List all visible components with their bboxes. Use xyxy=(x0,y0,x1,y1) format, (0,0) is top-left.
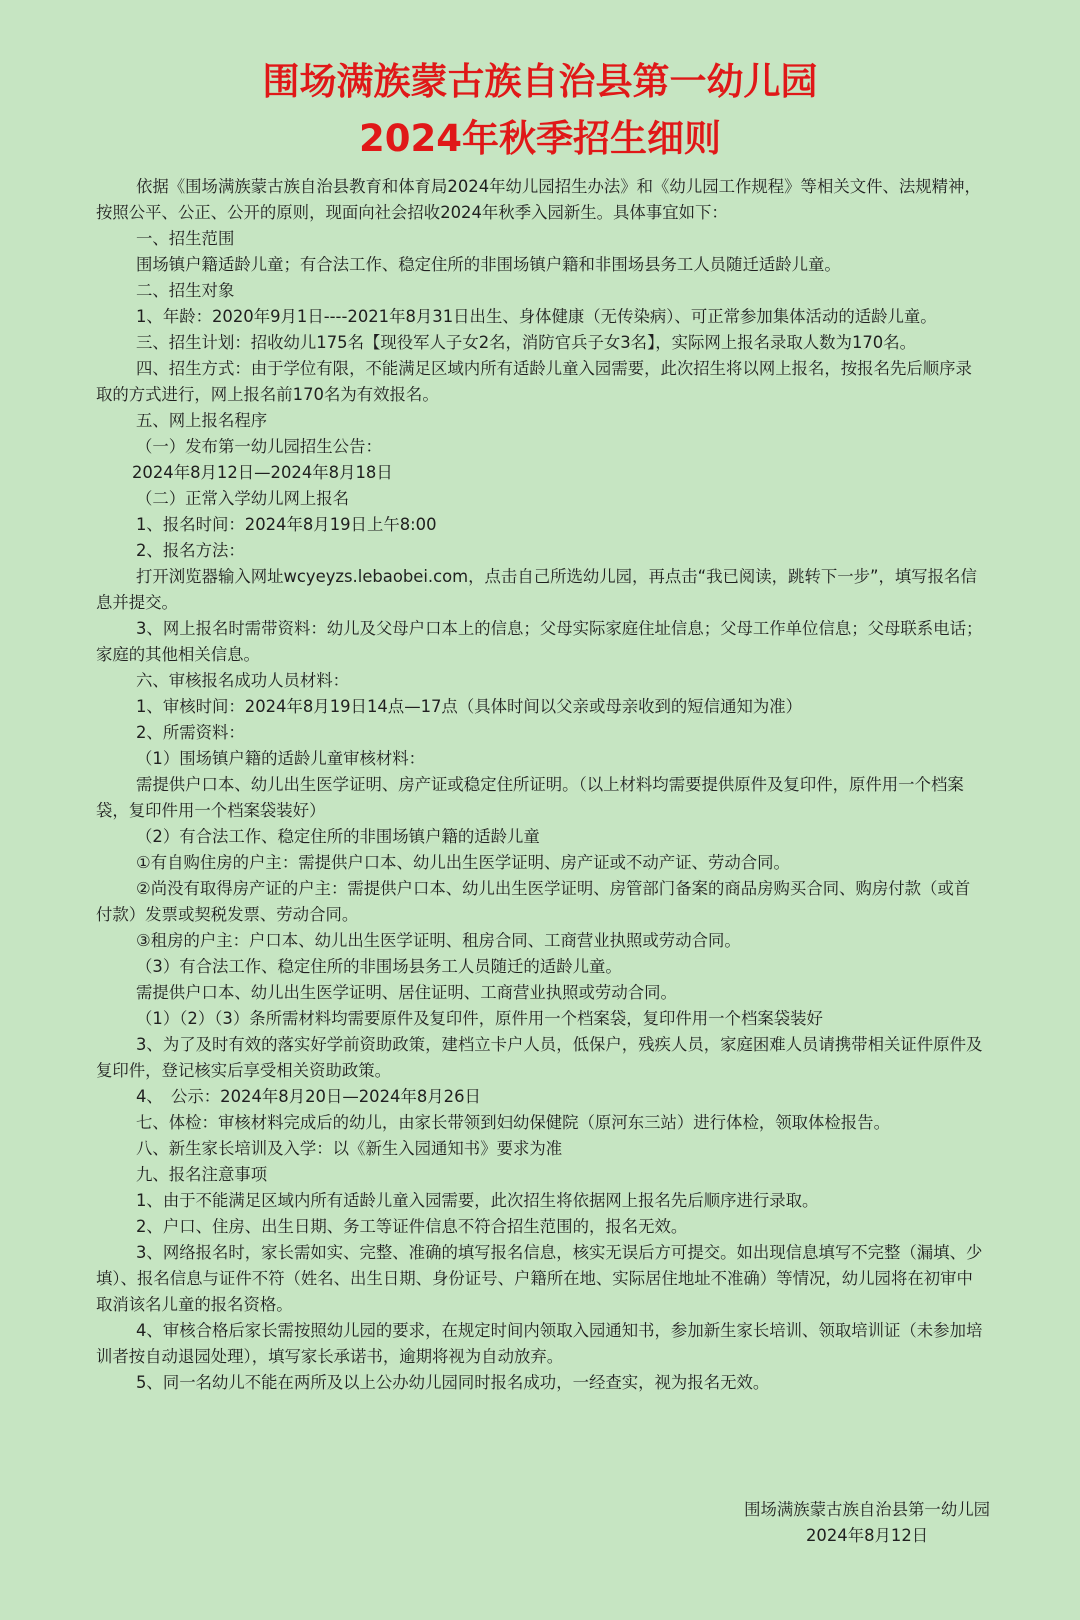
paragraph: （一）发布第一幼儿园招生公告： xyxy=(136,437,382,456)
title-line-1: 围场满族蒙古族自治县第一幼儿园 xyxy=(262,60,818,103)
paragraph: 三、招生计划：招收幼儿175名【现役军人子女2名，消防官兵子女3名】，实际网上报名录取人数为170名。 xyxy=(136,333,917,352)
signature-date: 2024年8月12日 xyxy=(805,1526,929,1545)
paragraph: （2）有合法工作、稳定住所的非围场镇户籍的适龄儿童 xyxy=(136,827,540,846)
paragraph: （3）有合法工作、稳定住所的非围场县务工人员随迁的适龄儿童。 xyxy=(136,957,622,976)
paragraph: ③租房的户主：户口本、幼儿出生医学证明、租房合同、工商营业执照或劳动合同。 xyxy=(136,931,741,950)
paragraph: 1、年龄：2020年9月1日----2021年8月31日出生、身体健康（无传染病）、可正常参加集体活动的适龄儿童。 xyxy=(136,307,937,326)
paragraph: 3、网络报名时，家长需如实、完整、准确的填写报名信息，核实无误后方可提交。如出现信息填写不完整（漏填、少填）、报名信息与证件不符（姓名、出生日期、身份证号、户籍所在地、实际居住地址不准确）等情况，幼儿园将在初审中取消该名儿童的报名资格。 xyxy=(96,1243,983,1314)
paragraph: （1）围场镇户籍的适龄儿童审核材料： xyxy=(136,749,426,768)
paragraph: 4、审核合格后家长需按照幼儿园的要求，在规定时间内领取入园通知书，参加新生家长培训、领取培训证（未参加培训者按自动退园处理），填写家长承诺书，逾期将视为自动放弃。 xyxy=(96,1321,983,1366)
signature-org: 围场满族蒙古族自治县第一幼儿园 xyxy=(744,1500,990,1519)
paragraph: 1、由于不能满足区域内所有适龄儿童入园需要，此次招生将依据网上报名先后顺序进行录取。 xyxy=(136,1191,819,1210)
paragraph: 依据《围场满族蒙古族自治县教育和体育局2024年幼儿园招生办法》和《幼儿园工作规程》等相关文件、法规精神，按照公平、公正、公开的原则，现面向社会招收2024年秋季入园新生。具体事宜如下： xyxy=(96,177,981,222)
paragraph: 3、为了及时有效的落实好学前资助政策，建档立卡户人员，低保户，残疾人员，家庭困难人员请携带相关证件原件及复印件，登记核实后享受相关资助政策。 xyxy=(96,1035,983,1080)
paragraph: 围场镇户籍适龄儿童；有合法工作、稳定住所的非围场镇户籍和非围场县务工人员随迁适龄儿童。 xyxy=(136,255,841,274)
paragraph: 八、新生家长培训及入学：以《新生入园通知书》要求为准 xyxy=(136,1139,563,1158)
paragraph: 需提供户口本、幼儿出生医学证明、居住证明、工商营业执照或劳动合同。 xyxy=(136,983,677,1002)
paragraph: 3、网上报名时需带资料：幼儿及父母户口本上的信息；父母实际家庭住址信息；父母工作单位信息；父母联系电话；家庭的其他相关信息。 xyxy=(96,619,983,664)
title-line-2: 2024年秋季招生细则 xyxy=(359,117,721,160)
paragraph: 2、报名方法： xyxy=(136,541,245,560)
paragraph: （1）（2）（3）条所需材料均需要原件及复印件，原件用一个档案袋，复印件用一个档案袋装好 xyxy=(136,1009,823,1028)
paragraph: 五、网上报名程序 xyxy=(136,411,268,430)
paragraph: 2、所需资料： xyxy=(136,723,245,742)
notice-body xyxy=(96,174,986,1396)
paragraph: 七、体检：审核材料完成后的幼儿，由家长带领到妇幼保健院（原河东三站）进行体检，领取体检报告。 xyxy=(136,1113,890,1132)
paragraph: 六、审核报名成功人员材料： xyxy=(136,671,350,690)
paragraph: 2、户口、住房、出生日期、务工等证件信息不符合招生范围的，报名无效。 xyxy=(136,1217,688,1236)
paragraph: 1、审核时间：2024年8月19日14点—17点（具体时间以父亲或母亲收到的短信通知为准） xyxy=(136,697,803,716)
paragraph: 四、招生方式：由于学位有限，不能满足区域内所有适龄儿童入园需要，此次招生将以网上报名，按报名先后顺序录取的方式进行，网上报名前170名为有效报名。 xyxy=(96,359,972,404)
paragraph: ②尚没有取得房产证的户主：需提供户口本、幼儿出生医学证明、房管部门备案的商品房购买合同、购房付款（或首付款）发票或契税发票、劳动合同。 xyxy=(96,879,971,924)
paragraph: 二、招生对象 xyxy=(136,281,235,300)
paragraph: 4、 公示：2024年8月20日—2024年8月26日 xyxy=(136,1087,481,1106)
paragraph: 一、招生范围 xyxy=(136,229,235,248)
paragraph: 1、报名时间：2024年8月19日上午8:00 xyxy=(136,515,437,534)
signature xyxy=(744,1497,990,1549)
paragraph: 打开浏览器输入网址wcyeyzs.lebaobei.com，点击自己所选幼儿园，再点击“我已阅读，跳转下一步”，填写报名信息并提交。 xyxy=(96,567,977,612)
paragraph: （二）正常入学幼儿网上报名 xyxy=(136,489,350,508)
paragraph: ①有自购住房的户主：需提供户口本、幼儿出生医学证明、房产证或不动产证、劳动合同。 xyxy=(136,853,790,872)
paragraph: 5、同一名幼儿不能在两所及以上公办幼儿园同时报名成功，一经查实，视为报名无效。 xyxy=(136,1373,770,1392)
paragraph: 2024年8月12日—2024年8月18日 xyxy=(132,463,393,482)
paragraph: 需提供户口本、幼儿出生医学证明、房产证或稳定住所证明。（以上材料均需要提供原件及复印件，原件用一个档案袋，复印件用一个档案袋装好） xyxy=(96,775,964,820)
paragraph: 九、报名注意事项 xyxy=(136,1165,268,1184)
